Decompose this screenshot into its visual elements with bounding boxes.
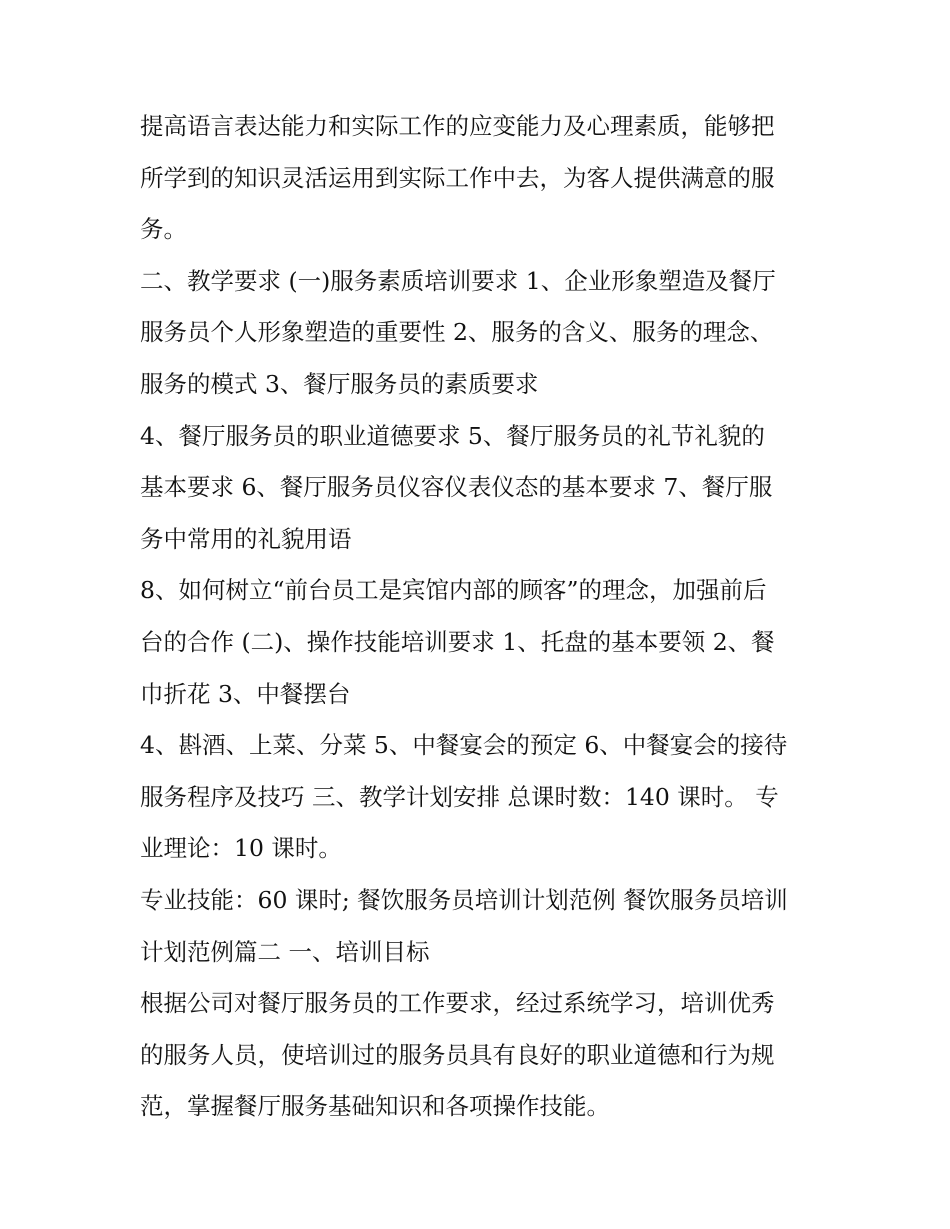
paragraph-7 [140,978,820,1133]
text-line: 台的合作 (二)、操作技能培训要求 1、托盘的基本要领 2、餐 [140,627,775,656]
paragraph-6 [140,875,820,978]
text-line: 务中常用的礼貌用语 [140,524,352,553]
text-line: 基本要求 6、餐厅服务员仪容仪表仪态的基本要求 7、餐厅服 [140,473,773,502]
text-line: 业理论：10 课时。 [140,834,342,863]
text-line: 8、如何树立“前台员工是宾馆内部的顾客”的理念，加强前后 [140,576,767,605]
text-line: 服务员个人形象塑造的重要性 2、服务的含义、服务的理念、 [140,318,774,347]
text-line: 专业技能：60 课时; 餐饮服务员培训计划范例 餐饮服务员培训 [140,885,788,914]
text-line: 提高语言表达能力和实际工作的应变能力及心理素质，能够把 [140,112,775,140]
paragraph-1 [140,101,820,256]
text-line: 4、餐厅服务员的职业道德要求 5、餐厅服务员的礼节礼貌的 [140,421,765,450]
text-line: 服务的模式 3、餐厅服务员的素质要求 [140,369,539,398]
text-line: 二、教学要求 (一)服务素质培训要求 1、企业形象塑造及餐厅 [140,266,776,295]
text-line: 范，掌握餐厅服务基础知识和各项操作技能。 [140,1092,610,1121]
text-line: 4、斟酒、上菜、分菜 5、中餐宴会的预定 6、中餐宴会的接待 [140,731,788,760]
text-line: 的服务人员，使培训过的服务员具有良好的职业道德和行为规 [140,1040,775,1069]
paragraph-5 [140,720,820,875]
document-page [140,101,820,1133]
text-line: 所学到的知识灵活运用到实际工作中去，为客人提供满意的服 [140,163,775,192]
text-line: 服务程序及技巧 三、教学计划安排 总课时数：140 课时。 专 [140,782,779,811]
text-line: 巾折花 3、中餐摆台 [140,679,351,708]
text-line: 根据公司对餐厅服务员的工作要求，经过系统学习，培训优秀 [140,989,775,1018]
paragraph-4 [140,565,820,720]
paragraph-2 [140,256,820,411]
text-line: 务。 [140,215,187,244]
paragraph-3 [140,411,820,566]
text-line: 计划范例篇二 一、培训目标 [140,937,430,966]
